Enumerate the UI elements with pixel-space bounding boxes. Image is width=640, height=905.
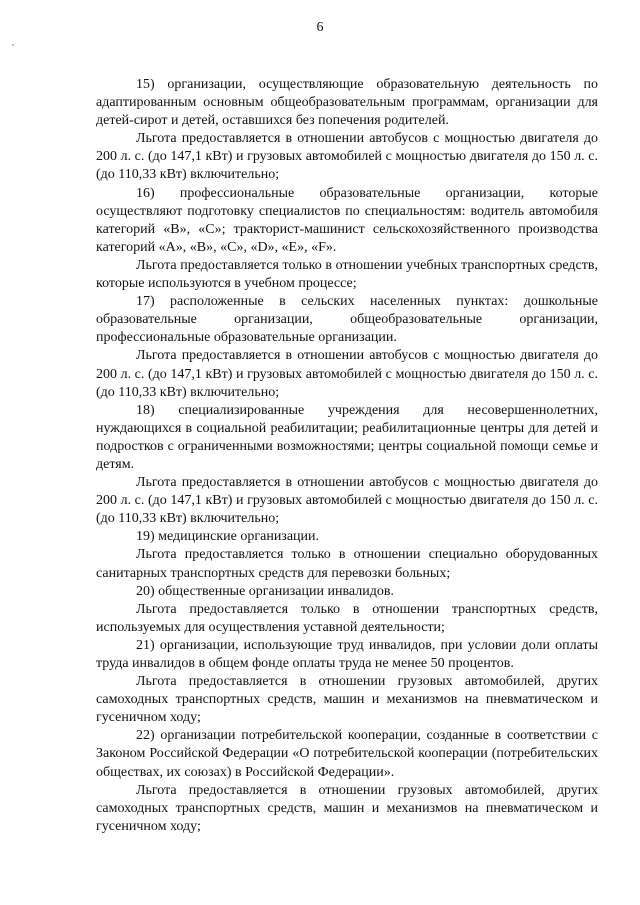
paragraph-item-15: 15) организации, осуществляющие образовательную деятельность по адаптированным основным общеобразовательным программам, организации для детей-сирот и детей, оставшихся без попечения родителей. (96, 77, 598, 129)
paragraph-benefit: Льгота предоставляется в отношении грузовых автомобилей, других самоходных транспортных средств, машин и механизмов на пневматическом и гусеничном ходу; (96, 782, 598, 834)
paragraph-benefit: Льгота предоставляется только в отношении транспортных средств, используемых для осуществления уставной деятельности; (96, 601, 598, 635)
paragraph-benefit: Льгота предоставляется в отношении автобусов с мощностью двигателя до 200 л. с. (до 147,1 кВт) и грузовых автомобилей с мощностью двигателя до 150 л. с. (до 110,33 кВт) включительно; (96, 131, 598, 183)
paragraph-benefit: Льгота предоставляется в отношении автобусов с мощностью двигателя до 200 л. с. (до 147,1 кВт) и грузовых автомобилей с мощностью двигателя до 150 л. с. (до 110,33 кВт) включительно; (96, 348, 598, 400)
paragraph-item-20: 20) общественные организации инвалидов. (136, 583, 394, 599)
scan-mark (12, 44, 14, 46)
paragraph-benefit: Льгота предоставляется только в отношении специально оборудованных санитарных транспортных средств для перевозки больных; (96, 547, 598, 581)
paragraph-benefit: Льгота предоставляется только в отношении учебных транспортных средств, которые используются в учебном процессе; (96, 257, 598, 292)
paragraph-item-17: 17) расположенные в сельских населенных пунктах: дошкольные образовательные организации, общеобразовательные организации, профессиональные образовательные организации. (96, 294, 598, 346)
document-body (96, 76, 598, 836)
paragraph-item-22: 22) организации потребительской кооперации, созданные в соответствии с Законом Российской Федерации «О потребительской кооперации (потребительских обществах, их союзах) в Российской Федерации». (96, 728, 598, 780)
paragraph-item-21: 21) организации, использующие труд инвалидов, при условии доли оплаты труда инвалидов в общем фонде оплаты труда не менее 50 процентов. (96, 637, 598, 671)
paragraph-item-19: 19) медицинские организации. (136, 529, 320, 545)
paragraph-benefit: Льгота предоставляется в отношении автобусов с мощностью двигателя до 200 л. с. (до 147,1 кВт) и грузовых автомобилей с мощностью двигателя до 150 л. с. (до 110,33 кВт) включительно; (96, 475, 598, 527)
paragraph-item-18: 18) специализированные учреждения для несовершеннолетних, нуждающихся в социальной реабилитации; реабилитационные центры для детей и подростков с ограниченными возможностями; центры социальной помощи семье и детям. (96, 402, 598, 472)
page-number: 6 (316, 20, 324, 35)
paragraph-item-16: 16) профессиональные образовательные организации, которые осуществляют подготовку специалистов по специальностям: водитель автомобиля категорий «B», «C»; тракторист-машинист сельскохозяйственного производства категорий «A», «B», «C», «D», «E», «F». (96, 185, 598, 255)
paragraph-benefit: Льгота предоставляется в отношении грузовых автомобилей, других самоходных транспортных средств, машин и механизмов на пневматическом и гусеничном ходу; (96, 674, 598, 726)
